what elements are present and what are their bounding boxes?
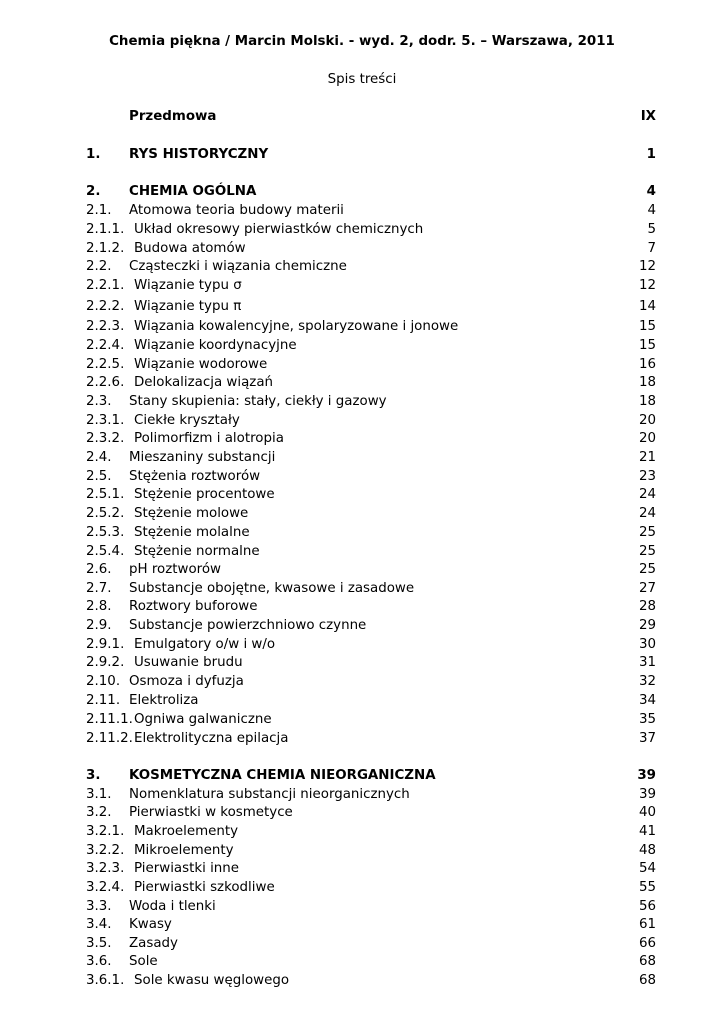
toc-entry-title: Ogniwa galwaniczne	[134, 712, 272, 727]
toc-entry	[86, 449, 656, 467]
toc-entry-number: 2.9.1.	[86, 637, 125, 652]
toc-entry	[86, 543, 656, 561]
toc-entry-title: CHEMIA OGÓLNA	[129, 184, 257, 199]
toc-entry-title: Roztwory buforowe	[129, 599, 258, 614]
toc-entry-number: 2.2.3.	[86, 319, 125, 334]
toc-entry-number: 2.2.5.	[86, 357, 125, 372]
toc-entry-title: Stany skupienia: stały, ciekły i gazowy	[129, 394, 387, 409]
toc-entry-page: 68	[638, 973, 656, 988]
toc-entry-title: KOSMETYCZNA CHEMIA NIEORGANICZNA	[129, 768, 436, 783]
toc-entry-title: RYS HISTORYCZNY	[129, 147, 269, 162]
toc-entry-title: Stężenia roztworów	[129, 469, 261, 484]
toc-entry-page: 4	[647, 203, 656, 218]
toc-entry-number: 2.3.1.	[86, 413, 125, 428]
toc-entry-title: Przedmowa	[129, 109, 217, 124]
toc-entry-number: 2.10.	[86, 674, 121, 689]
toc-entry-title: Makroelementy	[134, 824, 239, 839]
toc-entry-title: Emulgatory o/w i w/o	[134, 637, 276, 652]
toc-entry-page: 41	[638, 824, 656, 839]
toc-entry-page: 14	[638, 299, 656, 314]
toc-entry	[86, 935, 656, 953]
toc-entry-page: 55	[638, 880, 656, 895]
toc-entry	[86, 412, 656, 430]
toc-entry	[86, 953, 656, 971]
toc-entry-number: 2.2.1.	[86, 278, 125, 293]
toc-entry-number: 3.2.1.	[86, 824, 125, 839]
toc-entry-number: 3.2.4.	[86, 880, 125, 895]
toc-entry-number: 2.11.2.	[86, 731, 133, 746]
toc-entry	[86, 636, 656, 654]
toc-entry	[86, 916, 656, 934]
toc-entry	[86, 486, 656, 504]
toc-entry-number: 2.11.	[86, 693, 121, 708]
toc-entry-title: Stężenie normalne	[134, 544, 260, 559]
toc-entry-title: Mieszaniny substancji	[129, 450, 276, 465]
toc-entry	[86, 598, 656, 616]
toc-entry-number: 2.5.2.	[86, 506, 125, 521]
toc-entry-page: 15	[638, 319, 656, 334]
toc-entry-title: Wiązanie typu σ	[134, 278, 242, 293]
toc-entry-number: 2.	[86, 184, 101, 199]
toc-entry-number: 2.2.6.	[86, 375, 125, 390]
toc-entry-page: 66	[638, 936, 656, 951]
toc-entry	[86, 804, 656, 822]
toc-entry-page: 23	[638, 469, 656, 484]
toc-entry-number: 3.2.	[86, 805, 112, 820]
toc-entry	[86, 374, 656, 392]
toc-entry-number: 2.5.	[86, 469, 112, 484]
toc-entry	[86, 468, 656, 486]
toc-entry-title: Wiązanie wodorowe	[134, 357, 268, 372]
toc-entry-page: 56	[638, 899, 656, 914]
toc-entry-title: Układ okresowy pierwiastków chemicznych	[134, 222, 424, 237]
toc-entry-number: 3.2.2.	[86, 843, 125, 858]
toc-entry-number: 2.2.	[86, 259, 112, 274]
toc-entry-page: 25	[638, 544, 656, 559]
toc-entry-page: 1	[646, 147, 656, 162]
toc-entry	[86, 240, 656, 258]
toc-entry-title: Pierwiastki szkodliwe	[134, 880, 275, 895]
toc-entry	[86, 202, 656, 220]
toc-entry-page: 16	[638, 357, 656, 372]
toc-entry-number: 2.1.1.	[86, 222, 125, 237]
toc-entry-number: 3.2.3.	[86, 861, 125, 876]
toc-entry-number: 2.6.	[86, 562, 112, 577]
toc-entry-page: 25	[638, 562, 656, 577]
toc-entry	[86, 337, 656, 355]
toc-entry-page: 54	[638, 861, 656, 876]
toc-entry-number: 2.5.4.	[86, 544, 125, 559]
toc-entry-title: Stężenie procentowe	[134, 487, 275, 502]
toc-entry-number: 2.8.	[86, 599, 112, 614]
toc-entry-number: 2.2.2.	[86, 299, 125, 314]
toc-entry-number: 2.9.	[86, 618, 112, 633]
toc-entry-title: Woda i tlenki	[129, 899, 216, 914]
toc-entry-page: 15	[638, 338, 656, 353]
toc-entry-page: 31	[638, 655, 656, 670]
toc-entry	[86, 183, 656, 201]
toc-entry	[86, 842, 656, 860]
toc-entry	[86, 692, 656, 710]
toc-entry-number: 2.4.	[86, 450, 112, 465]
toc-entry-title: Zasady	[129, 936, 178, 951]
toc-entry-title: Substancje obojętne, kwasowe i zasadowe	[129, 581, 415, 596]
toc-entry-title: Elektrolityczna epilacja	[134, 731, 289, 746]
toc-entry-page: 24	[638, 487, 656, 502]
toc-entry	[86, 561, 656, 579]
toc-entry-title: Sole	[129, 954, 158, 969]
toc-entry-title: Delokalizacja wiązań	[134, 375, 274, 390]
toc-entry	[86, 898, 656, 916]
toc-entry-page: 12	[638, 259, 656, 274]
toc-entry	[86, 524, 656, 542]
toc-entry-page: 30	[638, 637, 656, 652]
toc-entry-page: 40	[638, 805, 656, 820]
toc-entry-title: Nomenklatura substancji nieorganicznych	[129, 787, 410, 802]
toc-entry	[86, 580, 656, 598]
toc-entry	[86, 298, 656, 316]
toc-entry-number: 2.11.1.	[86, 712, 133, 727]
toc-entry-number: 2.9.2.	[86, 655, 125, 670]
toc-entry	[86, 673, 656, 691]
toc-entry	[86, 823, 656, 841]
toc-entry-page: 28	[638, 599, 656, 614]
toc-entry-page: 27	[638, 581, 656, 596]
toc-entry-title: Pierwiastki inne	[134, 861, 240, 876]
toc-entry-number: 2.1.	[86, 203, 112, 218]
toc-entry-title: Kwasy	[129, 917, 172, 932]
toc-entry-number: 3.1.	[86, 787, 112, 802]
toc-entry-title: pH roztworów	[129, 562, 222, 577]
toc-entry-number: 3.5.	[86, 936, 112, 951]
toc-entry	[86, 654, 656, 672]
toc-entry	[86, 786, 656, 804]
toc-entry	[86, 767, 656, 785]
toc-entry	[86, 277, 656, 295]
toc-entry	[86, 258, 656, 276]
toc-entry-page: 18	[638, 375, 656, 390]
toc-entry	[86, 146, 656, 164]
toc-entry	[86, 393, 656, 411]
toc-entry-page: 20	[638, 413, 656, 428]
toc-entry-page: 18	[638, 394, 656, 409]
toc-entry-number: 3.6.	[86, 954, 112, 969]
toc-entry-number: 1.	[86, 147, 101, 162]
toc-entry-page: 5	[647, 222, 656, 237]
toc-entry-title: Wiązania kowalencyjne, spolaryzowane i jonowe	[134, 319, 459, 334]
toc-entry-title: Atomowa teoria budowy materii	[129, 203, 344, 218]
toc-entry-title: Elektroliza	[129, 693, 199, 708]
toc-entry	[86, 356, 656, 374]
toc-entry	[86, 318, 656, 336]
toc-entry-page: 4	[646, 184, 656, 199]
toc-entry-page: 48	[638, 843, 656, 858]
toc-entry-title: Stężenie molowe	[134, 506, 249, 521]
toc-entry	[86, 711, 656, 729]
toc-entry-page: 32	[638, 674, 656, 689]
toc-entry-number: 2.2.4.	[86, 338, 125, 353]
toc-entry-page: 21	[638, 450, 656, 465]
toc-entry-number: 3.4.	[86, 917, 112, 932]
toc-entry-page: 7	[647, 241, 656, 256]
toc-entry-title: Stężenie molalne	[134, 525, 250, 540]
toc-entry-page: 34	[638, 693, 656, 708]
toc-entry-number: 2.7.	[86, 581, 112, 596]
toc-entry-page: 35	[638, 712, 656, 727]
toc-entry-page: 39	[638, 787, 656, 802]
toc-entry-title: Pierwiastki w kosmetyce	[129, 805, 293, 820]
toc-entry	[86, 505, 656, 523]
toc-entry-page: 25	[638, 525, 656, 540]
toc-entry-number: 3.6.1.	[86, 973, 125, 988]
toc-entry-title: Osmoza i dyfuzja	[129, 674, 244, 689]
toc-entry	[86, 879, 656, 897]
toc-entry	[86, 108, 656, 126]
toc-entry-title: Substancje powierzchniowo czynne	[129, 618, 367, 633]
toc-entry	[86, 617, 656, 635]
toc-entry-number: 2.1.2.	[86, 241, 125, 256]
toc-entry-page: 20	[638, 431, 656, 446]
toc-entry-title: Budowa atomów	[134, 241, 246, 256]
toc-entry-title: Polimorfizm i alotropia	[134, 431, 284, 446]
toc-heading: Spis treści	[327, 72, 397, 87]
toc-entry-number: 2.3.	[86, 394, 112, 409]
toc-entry-number: 2.5.3.	[86, 525, 125, 540]
toc-entry-title: Sole kwasu węglowego	[134, 973, 290, 988]
toc-entry-number: 3.	[86, 768, 101, 783]
toc-entry-number: 2.3.2.	[86, 431, 125, 446]
document-title: Chemia piękna / Marcin Molski. - wyd. 2, dodr. 5. – Warszawa, 2011	[109, 34, 615, 49]
toc-entry-title: Cząsteczki i wiązania chemiczne	[129, 259, 347, 274]
toc-entry-title: Mikroelementy	[134, 843, 234, 858]
toc-entry	[86, 972, 656, 990]
toc-entry	[86, 730, 656, 748]
toc-entry-page: 39	[637, 768, 656, 783]
toc-entry-title: Usuwanie brudu	[134, 655, 243, 670]
toc-entry-page: 29	[638, 618, 656, 633]
toc-entry-title: Wiązanie typu π	[134, 299, 242, 314]
toc-entry-page: 37	[638, 731, 656, 746]
toc-entry-title: Ciekłe kryształy	[134, 413, 240, 428]
toc-entry	[86, 430, 656, 448]
toc-entry-page: 12	[638, 278, 656, 293]
toc-entry-number: 2.5.1.	[86, 487, 125, 502]
toc-entry-page: IX	[640, 109, 656, 124]
toc-entry-page: 61	[638, 917, 656, 932]
toc-entry-page: 68	[638, 954, 656, 969]
toc-entry	[86, 860, 656, 878]
toc-entry-title: Wiązanie koordynacyjne	[134, 338, 297, 353]
toc-entry-number: 3.3.	[86, 899, 112, 914]
toc-entry-page: 24	[638, 506, 656, 521]
toc-entry	[86, 221, 656, 239]
